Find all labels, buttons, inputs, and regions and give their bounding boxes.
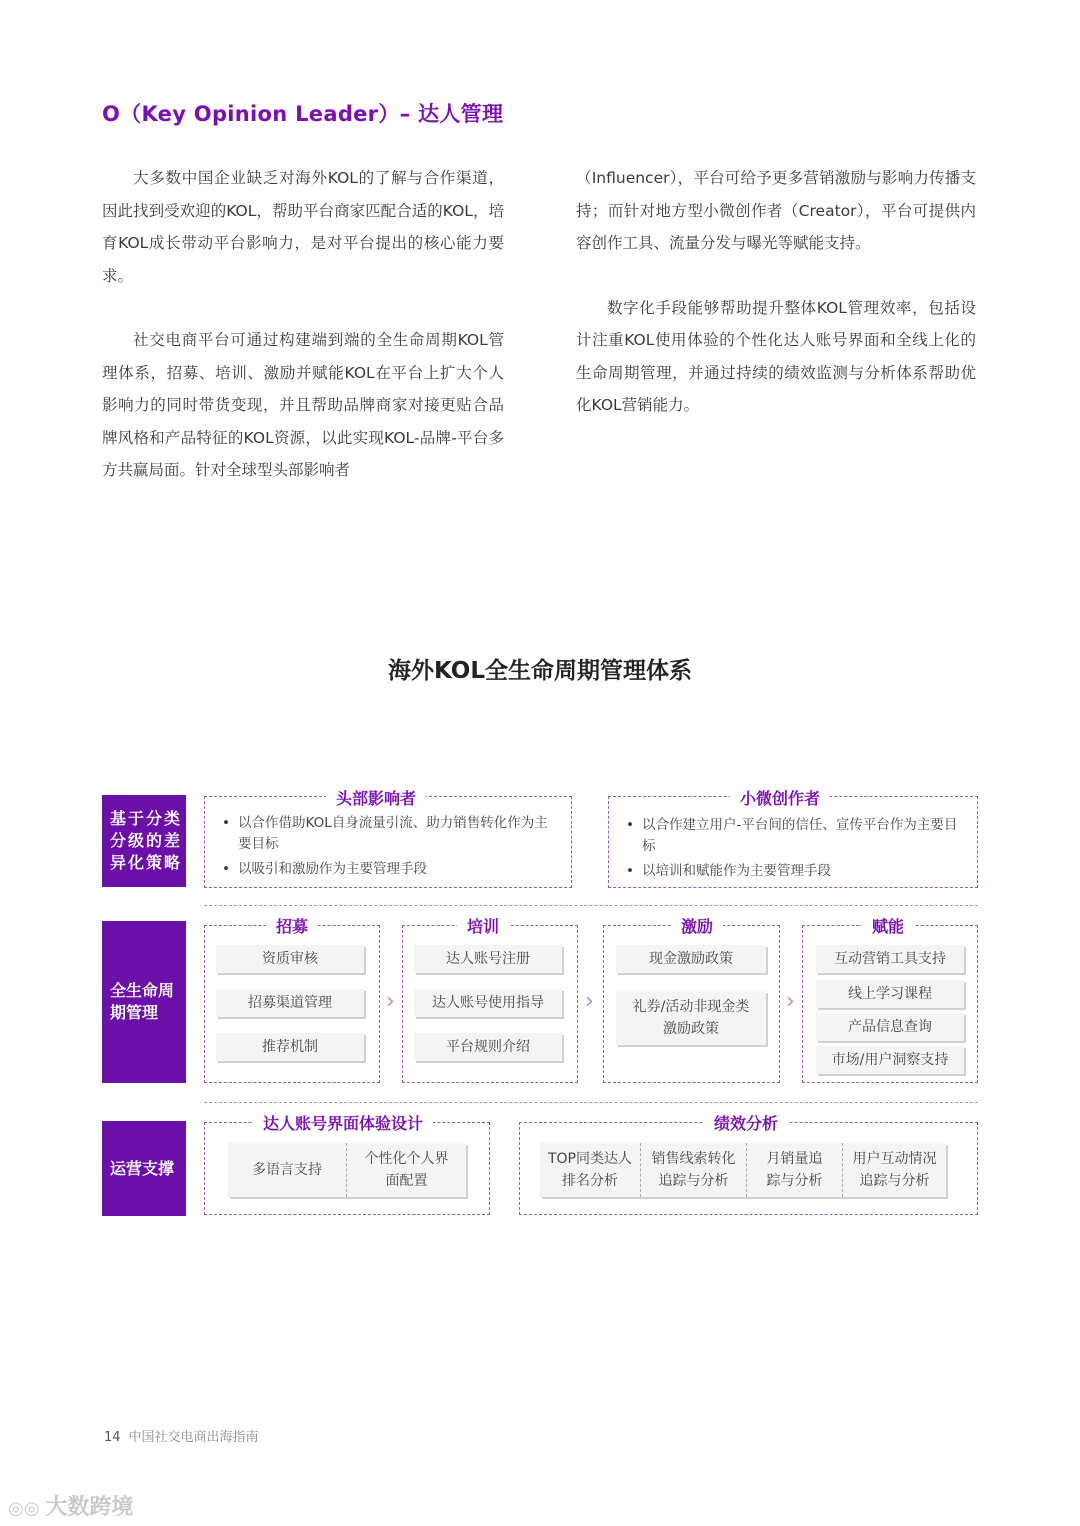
page-number: 14 [104, 1430, 121, 1445]
stage-item: 平台规则介绍 [414, 1033, 562, 1061]
left-text-column [102, 162, 504, 487]
panel-cell: TOP同类达人排名分析 [547, 1151, 632, 1189]
head-influencer-bullets [222, 813, 558, 884]
stage-item: 资质审核 [216, 945, 364, 973]
panel-cell: 个性化个人界面配置 [346, 1143, 466, 1197]
section-heading: O（Key Opinion Leader）– 达人管理 [102, 102, 504, 126]
bullet-item: • 以吸引和激励作为主要管理手段 [222, 859, 558, 880]
paragraph: （Influencer），平台可给予更多营销激励与影响力传播支持；而针对地方型小微创作者（Creator），平台可提供内容创作工具、流量分发与曝光等赋能支持。 [576, 169, 976, 252]
stage-item: 市场/用户洞察支持 [816, 1046, 964, 1074]
watermark [8, 1490, 133, 1521]
stage-item: 达人账号使用指导 [414, 989, 562, 1017]
row-label-lifecycle [102, 921, 186, 1083]
paragraph: 大多数中国企业缺乏对海外KOL的了解与合作渠道，因此找到受欢迎的KOL，帮助平台商家匹配合适的KOL，培育KOL成长带动平台影响力，是对平台提出的核心能力要求。 [102, 169, 504, 285]
row-divider [204, 1102, 978, 1103]
performance-title: 绩效分析 [704, 1111, 788, 1134]
bullet-item: • 以合作借助KOL自身流量引流、助力销售转化作为主要目标 [222, 813, 558, 855]
right-text-column [576, 162, 976, 422]
account-design-panel [228, 1143, 466, 1197]
stage-item: 互动营销工具支持 [816, 945, 964, 973]
panel-cell: 销售线索转化追踪与分析 [640, 1143, 746, 1197]
micro-creator-bullets [626, 815, 962, 886]
row-label-strategy [102, 795, 186, 887]
stage-item: 推荐机制 [216, 1033, 364, 1061]
head-influencer-title: 头部影响者 [326, 786, 426, 809]
panel-cell: 月销量追踪与分析 [746, 1143, 842, 1197]
row-label-text: 全生命周期管理 [110, 981, 175, 1022]
stage-item: 达人账号注册 [414, 945, 562, 973]
stage-item: 招募渠道管理 [216, 989, 364, 1017]
row-label-operations [102, 1121, 186, 1216]
page-footer [104, 1426, 259, 1445]
bullet-item: • 以培训和赋能作为主要管理手段 [626, 861, 962, 882]
diagram-title: 海外KOL全生命周期管理体系 [388, 658, 692, 684]
account-design-title: 达人账号界面体验设计 [253, 1111, 433, 1134]
paragraph: 数字化手段能够帮助提升整体KOL管理效率，包括设计注重KOL使用体验的个性化达人账号界面和全线上化的生命周期管理，并通过持续的绩效监测与分析体系帮助优化KOL营销能力。 [576, 298, 976, 414]
stage-item: 线上学习课程 [816, 980, 964, 1008]
stage-item: 礼券/活动非现金类激励政策 [616, 991, 766, 1045]
stage-item: 产品信息查询 [816, 1013, 964, 1041]
performance-panel [540, 1143, 946, 1197]
chevron-right-icon: › [386, 989, 395, 1014]
row-divider [204, 905, 978, 906]
chevron-right-icon: › [585, 989, 594, 1014]
stage-enablement-title: 赋能 [862, 914, 914, 937]
stage-recruit-title: 招募 [266, 914, 318, 937]
stage-training-title: 培训 [457, 914, 509, 937]
panel-cell: 多语言支持 [252, 1162, 322, 1178]
stage-incentive-title: 激励 [671, 914, 723, 937]
stage-item: 现金激励政策 [616, 945, 766, 973]
row-label-text: 基于分类分级的差异化策略 [110, 809, 183, 872]
paragraph: 社交电商平台可通过构建端到端的全生命周期KOL管理体系，招募、培训、激励并赋能KOL在平台上扩大个人影响力的同时带货变现，并且帮助品牌商家对接更贴合品牌风格和产品特征的KOL资源，以此实现KOL-品牌-平台多方共赢局面。针对全球型头部影响者 [102, 331, 504, 479]
chevron-right-icon: › [786, 989, 795, 1014]
watermark-text: 大数跨境 [45, 1495, 134, 1520]
bullet-item: • 以合作建立用户-平台间的信任、宣传平台作为主要目标 [626, 815, 962, 857]
micro-creator-title: 小微创作者 [730, 786, 830, 809]
watermark-logo-icon: ◎◎ [8, 1498, 40, 1519]
publication-title: 中国社交电商出海指南 [128, 1430, 259, 1445]
panel-cell: 用户互动情况追踪与分析 [842, 1143, 946, 1197]
row-label-text: 运营支撑 [110, 1158, 175, 1178]
